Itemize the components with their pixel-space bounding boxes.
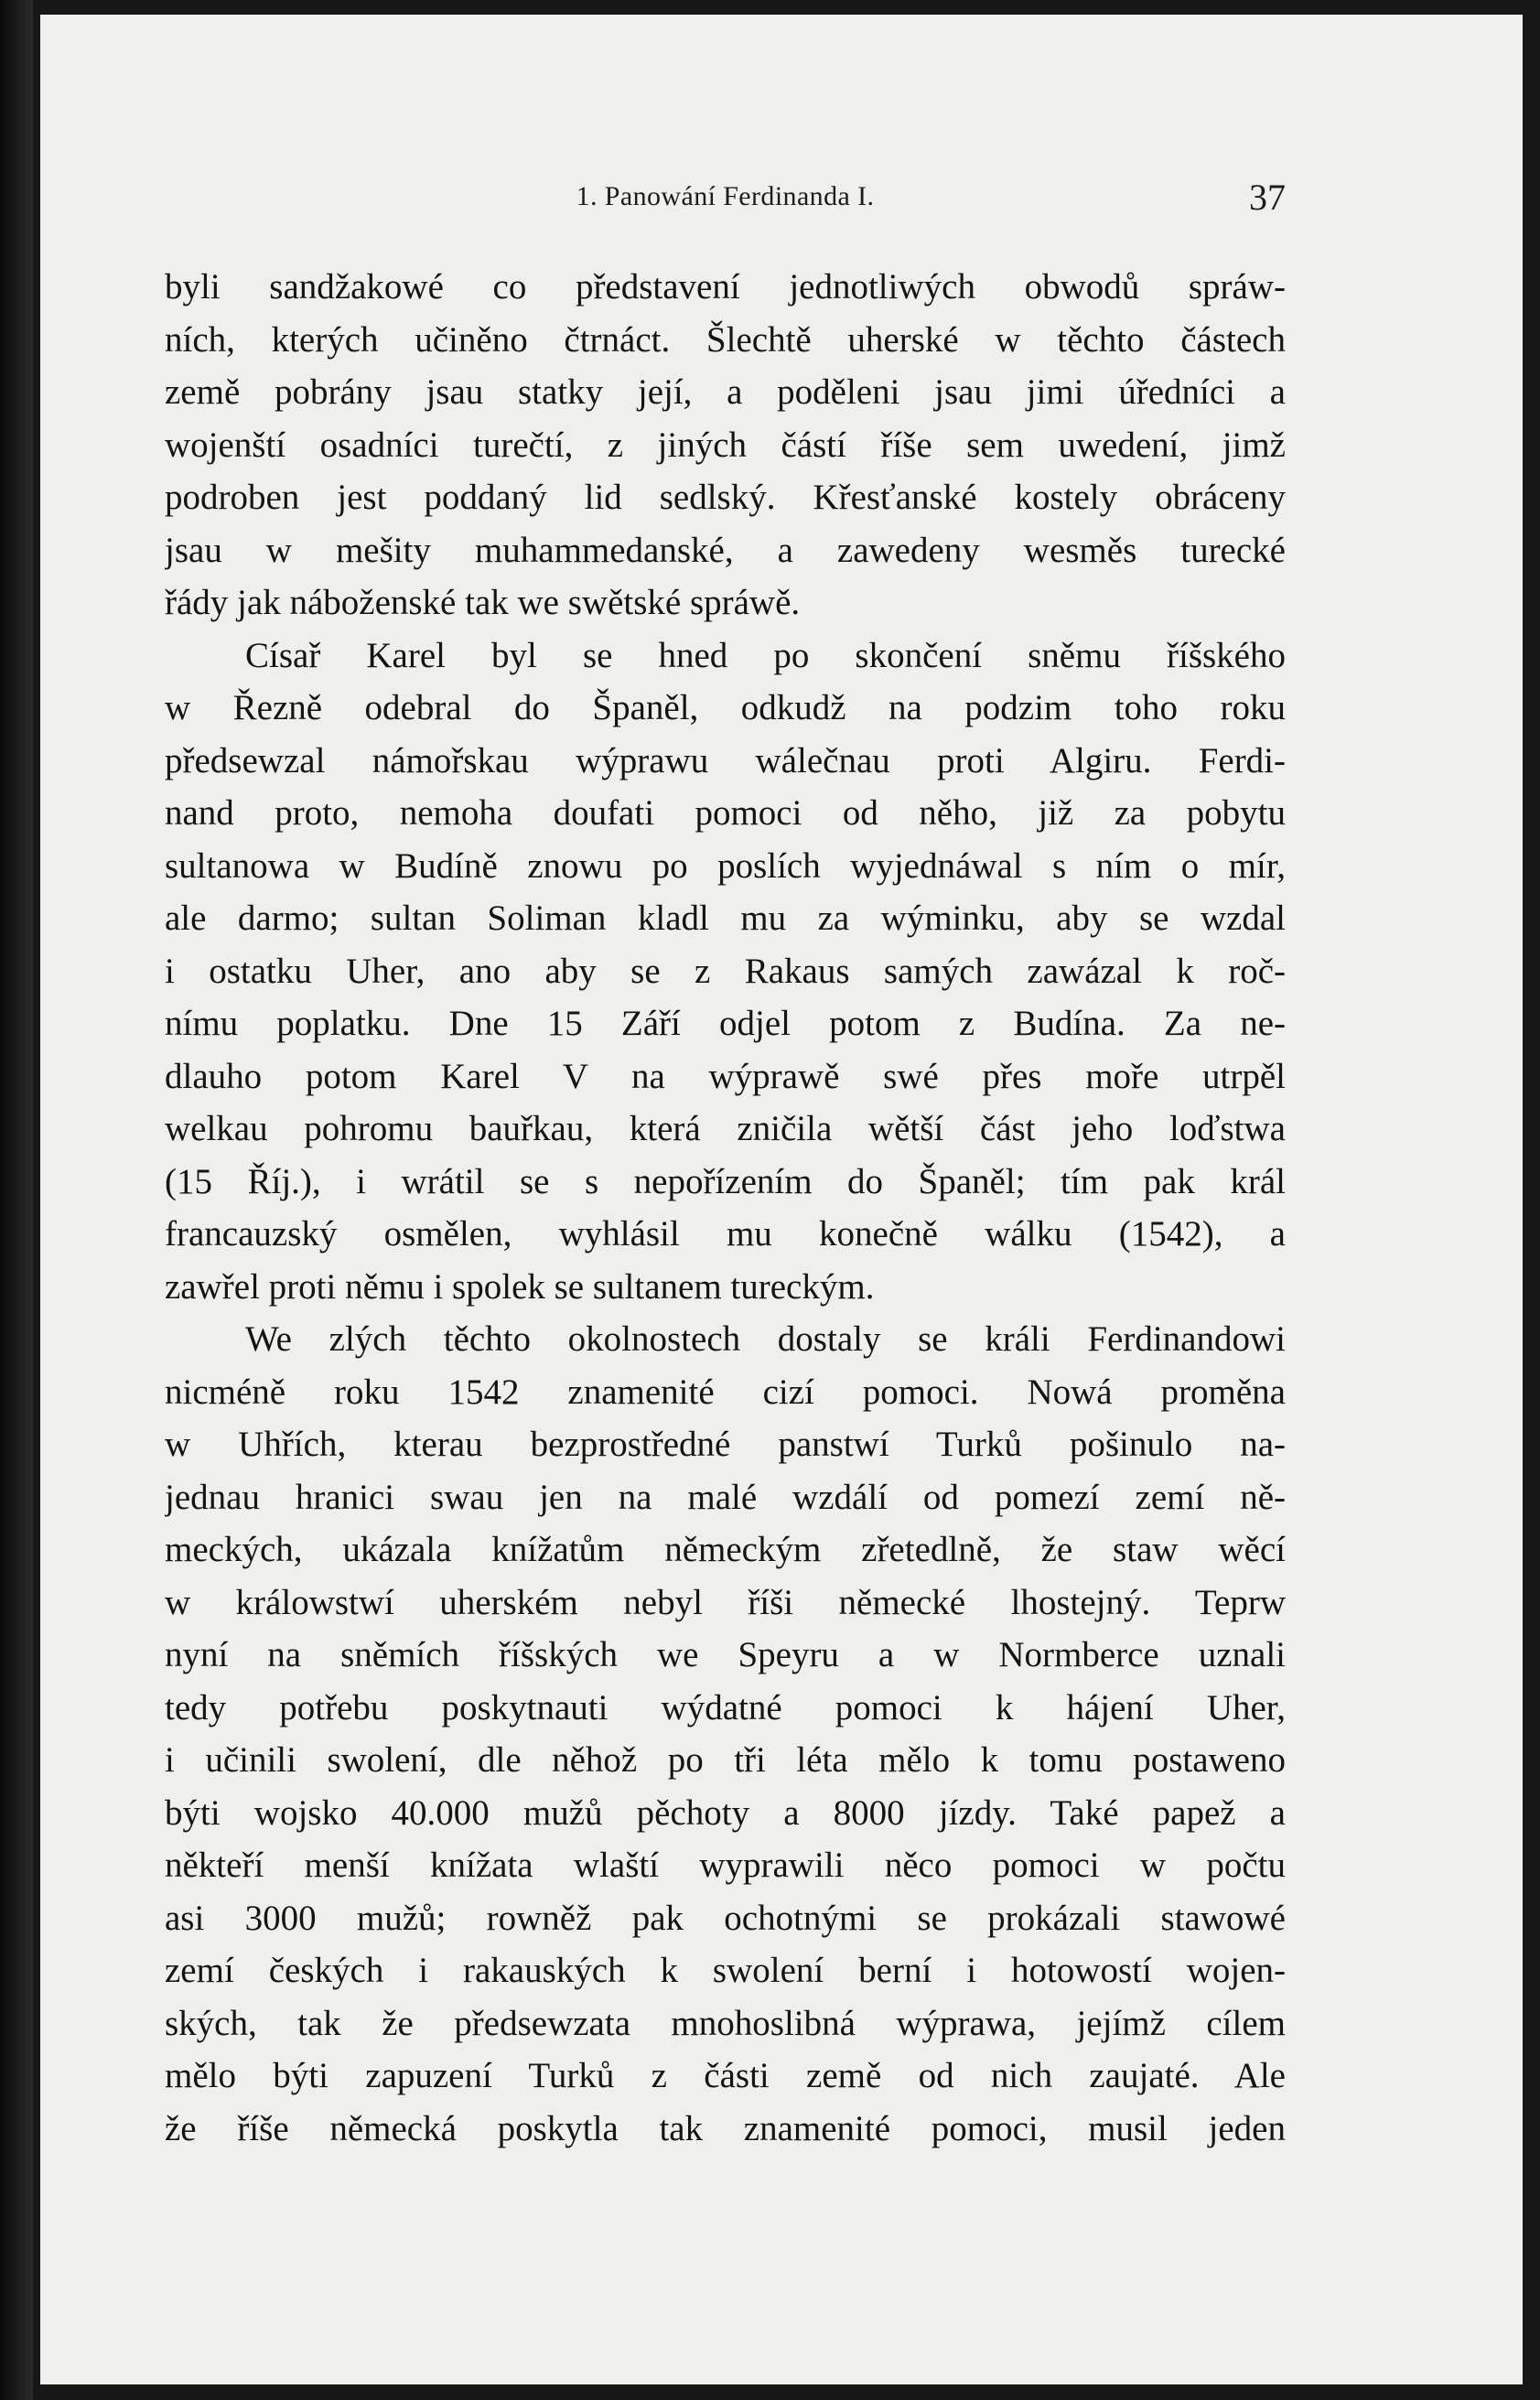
text-line: že říše německá poskytla tak znamenité pomoci, musil jeden	[165, 2108, 1286, 2148]
text-line: ale darmo; sultan Soliman kladl mu za wýminku, aby se wzdal	[165, 899, 1286, 938]
text-line: We zlých těchto okolnostech dostaly se králi Ferdinandowi	[245, 1319, 1286, 1359]
text-line: nicméně roku 1542 znamenité cizí pomoci. Nowá proměna	[165, 1372, 1286, 1412]
text-line: nímu poplatku. Dne 15 Září odjel potom z Budína. Za ne-	[165, 1004, 1286, 1043]
text-line: sultanowa w Budíně znowu po poslích wyjednáwal s ním o mír,	[165, 845, 1286, 886]
text-line: zemí českých i rakauských k swolení berní i hotowostí wojen-	[165, 1951, 1286, 1990]
text-line: podroben jest poddaný lid sedlský. Křesťanské kostely obráceny	[165, 478, 1286, 517]
body-text	[165, 261, 1286, 2155]
text-line: asi 3000 mužů; rowněž pak ochotnými se prokázali stawowé	[165, 1898, 1286, 1938]
text-line: tedy potřebu poskytnauti wýdatné pomoci k hájení Uher,	[165, 1687, 1286, 1727]
text-line: zawřel proti němu i spolek se sultanem tureckým.	[165, 1266, 875, 1307]
text-line: býti wojsko 40.000 mužů pěchoty a 8000 jízdy. Také papež a	[165, 1792, 1286, 1833]
text-line: meckých, ukázala knížatům německým zřetedlně, že staw wěcí	[165, 1530, 1286, 1569]
text-line: Císař Karel byl se hned po skončení sněmu říšského	[245, 635, 1286, 675]
scan-left-edge	[0, 0, 33, 2400]
text-line: ských, tak že předsewzata mnohoslibná wýprawa, jejímž cílem	[165, 2003, 1286, 2043]
text-line: francauzský osmělen, wyhlásil mu konečně wálku (1542), a	[165, 1214, 1286, 1254]
text-line: w králowstwí uherském nebyl říši německé lhostejný. Teprw	[165, 1582, 1286, 1622]
text-line: i učinili swolení, dle něhož po tři léta mělo k tomu postaweno	[165, 1740, 1286, 1780]
page-header	[165, 177, 1286, 218]
text-line: nand proto, nemoha doufati pomoci od něho, již za pobytu	[165, 793, 1286, 833]
text-line: w Řezně odebral do Španěl, odkudž na podzim toho roku	[165, 688, 1286, 727]
text-line: jsau w mešity muhammedanské, a zawedeny wesměs turecké	[165, 530, 1286, 570]
text-line: welkau pohromu bauřkau, která zničila wětší část jeho loďstwa	[165, 1109, 1286, 1148]
page-number: 37	[1249, 177, 1286, 218]
running-title: 1. Panowání Ferdinanda I.	[576, 181, 875, 211]
text-line: ních, kterých učiněno čtrnáct. Šlechtě uherské w těchto částech	[165, 319, 1286, 360]
text-line: w Uhřích, kterau bezprostředné panstwí Turků pošinulo na-	[165, 1425, 1286, 1464]
text-line: dlauho potom Karel V na wýprawě swé přes moře utrpěl	[165, 1056, 1286, 1096]
text-line: jednau hranici swau jen na malé wzdálí od pomezí zemí ně-	[165, 1477, 1286, 1517]
text-line: předsewzal námořskau wýprawu wálečnau proti Algiru. Ferdi-	[165, 740, 1286, 780]
text-line: někteří menší knížata wlaští wyprawili něco pomoci w počtu	[165, 1846, 1286, 1885]
text-line: mělo býti zapuzení Turků z části země od nich zaujaté. Ale	[165, 2056, 1286, 2095]
text-line: wojenští osadníci turečtí, z jiných částí říše sem uwedení, jimž	[165, 425, 1286, 465]
text-line: (15 Říj.), i wrátil se s nepořízením do Španěl; tím pak král	[165, 1161, 1286, 1201]
text-line: byli sandžakowé co představení jednotliwých obwodů spráw-	[165, 267, 1286, 307]
text-line: země pobrány jsau statky její, a poděleni jsau jimi úředníci a	[165, 372, 1286, 412]
text-line: řády jak náboženské tak we swětské spráwě.	[165, 583, 801, 622]
text-line: i ostatku Uher, ano aby se z Rakaus samých zawázal k roč-	[165, 951, 1286, 991]
text-line: nyní na sněmích říšských we Speyru a w Normberce uznali	[165, 1635, 1286, 1674]
